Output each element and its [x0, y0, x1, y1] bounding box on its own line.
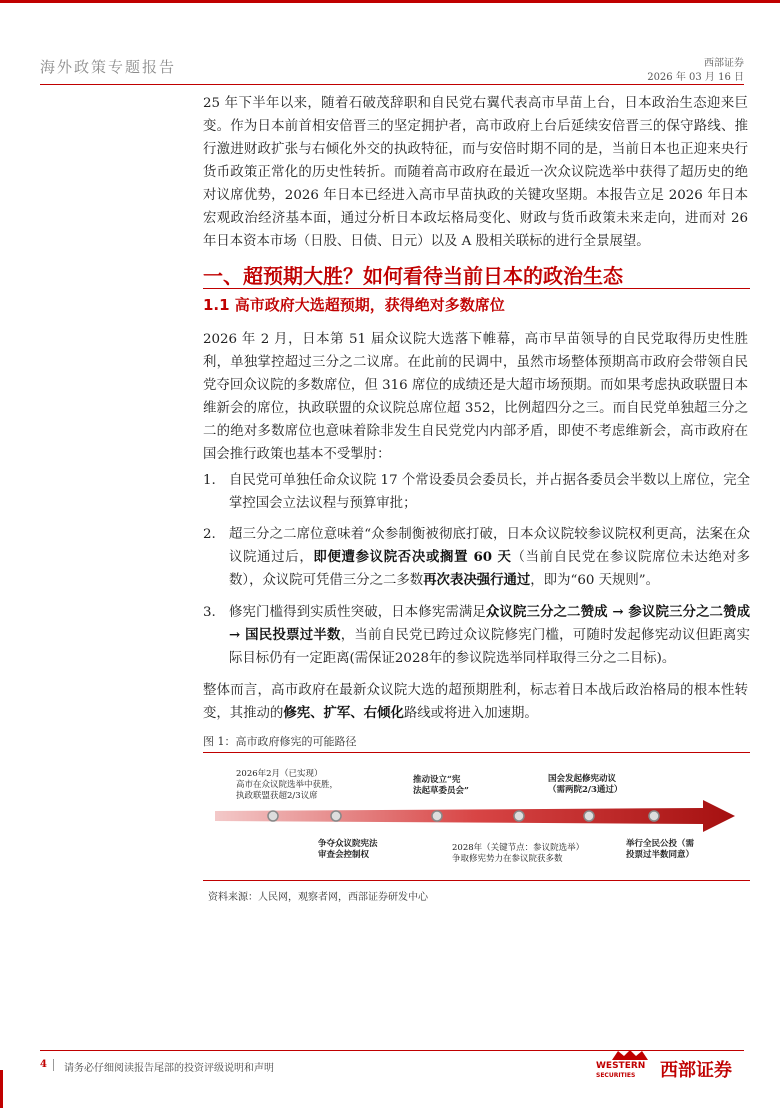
bull-logo-icon [610, 1048, 650, 1062]
milestone-label [452, 843, 584, 865]
milestone-marker [432, 811, 442, 821]
page-number: 4 [40, 1059, 47, 1070]
list-text: 修宪门槛得到实质性突破，日本修宪需满足 [229, 605, 486, 620]
list-item [229, 523, 750, 592]
list-text: （当前自民党在参议院席位未达绝对多数），众议院可凭借三分之二多数 [229, 550, 750, 588]
conclusion-paragraph [203, 679, 748, 725]
list-number: 3. [203, 605, 216, 620]
report-type: 海外政策专题报告 [40, 58, 177, 76]
milestone-label [413, 775, 469, 797]
milestone-marker [331, 811, 341, 821]
list-text: 超三分之二席位意味着“众参制衡被彻底打破，日本众议院较参议院权利更高，法案在众议院通过后， [229, 527, 750, 565]
label-line: 2026年2月（已实现） [236, 769, 323, 779]
milestone-marker [268, 811, 278, 821]
list-bold: 再次表决强行通过 [423, 572, 531, 588]
label-line: 举行全民公投（需 [626, 839, 695, 849]
left-accent-bar [0, 1070, 3, 1108]
logo-text-en [596, 1062, 645, 1080]
conclusion-text: 路线或将进入加速期。 [403, 706, 538, 721]
label-line: 国会发起修宪动议 [548, 774, 617, 784]
label-line: （需两院2/3通过） [548, 785, 623, 795]
header-divider [40, 84, 744, 85]
figure-caption: 图 1：高市政府修宪的可能路径 [203, 735, 357, 748]
list-item [229, 601, 750, 670]
header-date: 2026 年 03 月 16 日 [647, 72, 744, 83]
list-bold: 即便遭参议院否决或搁置 60 天 [313, 549, 512, 565]
intro-paragraph: 25 年下半年以来，随着石破茂辞职和自民党右翼代表高市早苗上台，日本政治生态迎来巨变。作为日本前首相安倍晋三的坚定拥护者，高市政府上台后延续安倍晋三的保守路线、推行激进财政扩张与右倾化外交的执政特征，而与安倍时期不同的是，当前日本也正迎来央行货币政策正常化的历史性转折。而随着高市政府在最近一次众议院选举中获得了超历史的绝对议席优势，2026 年日本已经进入高市早苗执政的关键攻坚期。本报告立足 2026 年日本宏观政治经济基本面，通过分析日本政坛格局变化、财政与货币政策未来走向，进而对 26 年日本资本市场（日股、日债、日元）以及 A 股相关联标的进行全景展望。 [203, 96, 748, 249]
logo-line: SECURITIES [596, 1072, 636, 1079]
list-bold: 众议院三分之二赞成 → 参议院三分之二赞成 → 国民投票过半数 [229, 604, 750, 643]
label-line: 2028年（关键节点：参议院选举） [452, 843, 585, 853]
label-line: 执政联盟获超2/3议席 [236, 791, 318, 801]
list-text: ，即为“60 天规则”。 [530, 573, 660, 588]
section-rule [203, 288, 750, 289]
milestone-marker [649, 811, 659, 821]
list-item: 自民党可单独任命众议院 17 个常设委员会委员长，并占据各委员会半数以上席位，完全掌控国会立法议程与预算审批； [229, 473, 751, 511]
milestone-label [548, 774, 622, 796]
label-line: 法起草委员会” [413, 786, 469, 796]
footer-notice: 请务必仔细阅读报告尾部的投资评级说明和声明 [64, 1063, 274, 1074]
logo-line: WESTERN [596, 1061, 646, 1071]
top-accent-bar [0, 0, 780, 3]
milestone-label [626, 839, 694, 861]
label-line: 投票过半数同意） [626, 850, 695, 860]
list-text: ，当前自民党已跨过众议院修宪门槛，可随时发起修宪动议但距离实际目标仍有一定距离(需保证2028年的参议院选举同样取得三分之二目标)。 [229, 628, 751, 666]
list-number: 1. [203, 473, 216, 488]
milestone-marker [584, 811, 594, 821]
figure-top-rule [203, 752, 750, 753]
label-line: 高市在众议院选举中获胜， [236, 780, 339, 790]
body-paragraph: 2026 年 2 月，日本第 51 届众议院大选落下帷幕，高市早苗领导的自民党取得历史性胜利，单独掌控超过三分之二议席。在此前的民调中，虽然市场整体预期高市政府会带领自民党夺回众议院的多数席位，但 316 席位的成绩还是大超市场预期。而如果考虑执政联盟日本维新会的席位，执政联盟的众议院总席位超 352，比例超四分之三。而自民党单独超三分之二的绝对多数席位也意味着除非发生自民党党内内部矛盾，即使不考虑维新会，高市政府在国会推行政策也基本不受掣肘： [203, 332, 748, 462]
conclusion-bold: 修宪、扩军、右倾化 [283, 705, 404, 721]
list-number: 2. [203, 527, 216, 542]
figure-bottom-rule [203, 880, 750, 881]
label-line: 争取修宪势力在参议院获多数 [452, 854, 563, 864]
label-line: 审查会控制权 [318, 850, 370, 860]
figure-source: 资料来源：人民网，观察者网，西部证券研发中心 [208, 892, 428, 903]
section-title: 一、超预期大胜？如何看待当前日本的政治生态 [203, 264, 623, 288]
conclusion-text: 整体而言，高市政府在最新众议院大选的超预期胜利，标志着日本战后政治格局的根本性转变，其推动的 [203, 683, 748, 721]
header-company: 西部证券 [704, 58, 744, 69]
milestone-label [318, 839, 378, 861]
footer-separator [53, 1059, 54, 1071]
label-line: 争夺众议院宪法 [318, 839, 378, 849]
logo-text-cn: 西部证券 [660, 1060, 732, 1081]
milestone-marker [514, 811, 524, 821]
subsection-title: 1.1 高市政府大选超预期，获得绝对多数席位 [203, 296, 505, 314]
label-line: 推动设立“宪 [413, 775, 461, 785]
milestone-label [236, 769, 338, 802]
